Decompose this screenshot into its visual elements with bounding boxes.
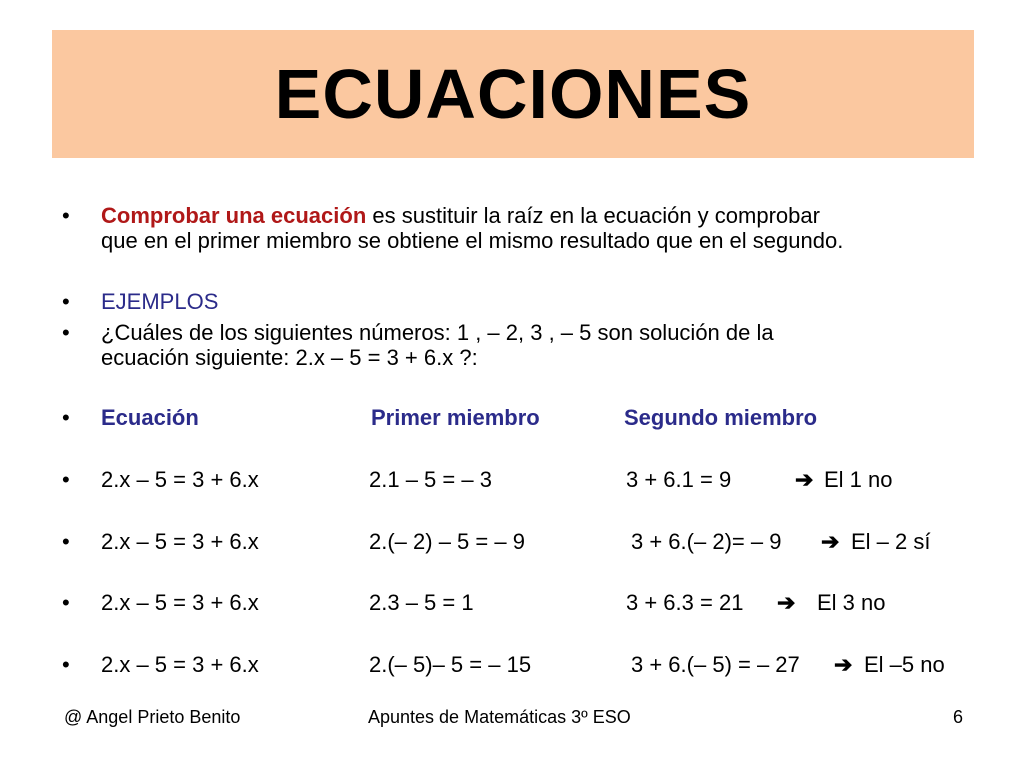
bullet-dot: • (62, 289, 70, 314)
header-equation: Ecuación (101, 405, 199, 430)
row-first-member: 2.3 – 5 = 1 (369, 590, 474, 615)
intro-line2: que en el primer miembro se obtiene el mismo resultado que en el segundo. (101, 228, 844, 253)
row-second-member: 3 + 6.3 = 21 (626, 590, 744, 615)
header-second-member: Segundo miembro (624, 405, 818, 430)
arrow-icon: ➔ (821, 529, 840, 554)
slide-title: ECUACIONES (274, 55, 752, 133)
row-result: El 3 no (817, 590, 886, 615)
bullet-dot: • (62, 203, 70, 228)
question-text (101, 320, 981, 370)
row-second-member: 3 + 6.(– 5) = – 27 (631, 652, 800, 677)
bullet-dot: • (62, 320, 70, 345)
arrow-icon: ➔ (795, 467, 814, 492)
arrow-icon: ➔ (777, 590, 796, 615)
examples-label: EJEMPLOS (101, 289, 219, 314)
bullet-dot: • (62, 467, 70, 492)
row-result: El 1 no (824, 467, 893, 492)
question-line1: ¿Cuáles de los siguientes números: 1 , – 2, 3 , – 5 son solución de la (101, 320, 774, 345)
bullet-dot: • (62, 652, 70, 677)
row-result: El – 2 sí (851, 529, 931, 554)
row-first-member: 2.1 – 5 = – 3 (369, 467, 492, 492)
header-first-member: Primer miembro (371, 405, 540, 430)
arrow-icon: ➔ (834, 652, 853, 677)
row-second-member: 3 + 6.(– 2)= – 9 (631, 529, 782, 554)
footer-page-number: 6 (953, 707, 964, 727)
bullet-dot: • (62, 529, 70, 554)
row-equation: 2.x – 5 = 3 + 6.x (101, 652, 259, 677)
title-banner (52, 30, 974, 158)
intro-text (101, 203, 981, 253)
row-equation: 2.x – 5 = 3 + 6.x (101, 590, 259, 615)
bullet-dot: • (62, 405, 70, 430)
row-first-member: 2.(– 2) – 5 = – 9 (369, 529, 525, 554)
row-second-member: 3 + 6.1 = 9 (626, 467, 732, 492)
row-result: El –5 no (864, 652, 945, 677)
intro-line1-rest: es sustituir la raíz en la ecuación y comprobar (366, 203, 820, 228)
row-first-member: 2.(– 5)– 5 = – 15 (369, 652, 532, 677)
footer-course: Apuntes de Matemáticas 3º ESO (368, 707, 631, 727)
intro-highlight: Comprobar una ecuación (101, 203, 367, 228)
bullet-dot: • (62, 590, 70, 615)
row-equation: 2.x – 5 = 3 + 6.x (101, 529, 259, 554)
question-line2: ecuación siguiente: 2.x – 5 = 3 + 6.x ?: (101, 345, 478, 370)
footer-author: @ Angel Prieto Benito (64, 707, 241, 727)
row-equation: 2.x – 5 = 3 + 6.x (101, 467, 259, 492)
